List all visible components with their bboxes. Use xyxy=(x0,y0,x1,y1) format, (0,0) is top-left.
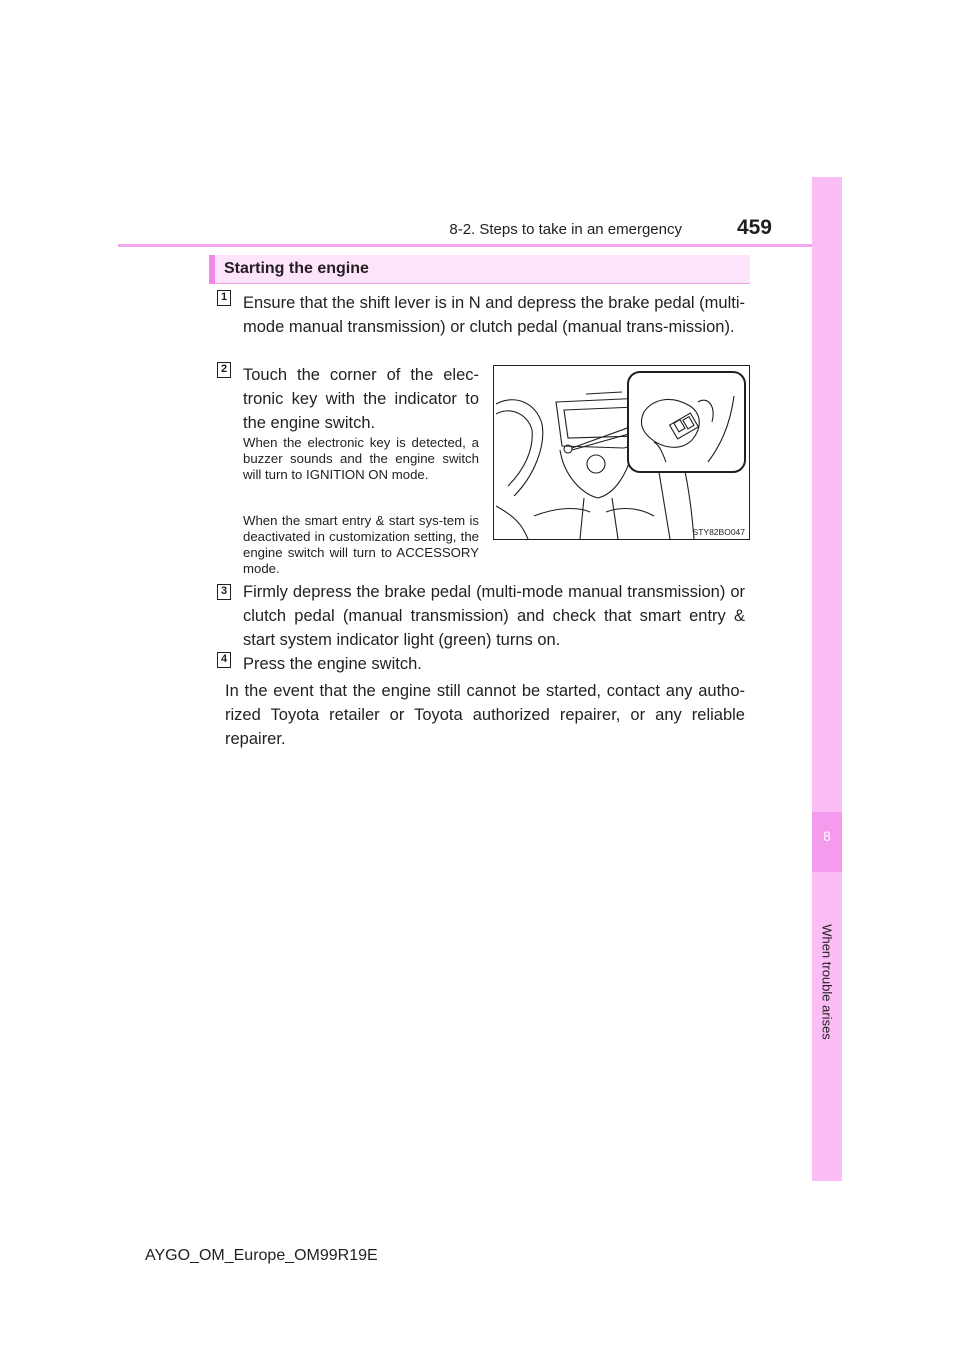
closing-paragraph: In the event that the engine still cannot be started, contact any autho-rized Toyota retailer or Toyota authorized repairer, or any reliable repairer. xyxy=(225,682,745,748)
step-1-text: Ensure that the shift lever is in N and depress the brake pedal (multi-mode manual transmission) or clutch pedal (manual trans-mission). xyxy=(243,294,745,336)
step-2-badge: 2 xyxy=(217,362,231,378)
step-1-badge: 1 xyxy=(217,290,231,306)
chapter-number: 8 xyxy=(823,828,831,844)
page-number: 459 xyxy=(736,216,772,239)
dashboard-key-drawing xyxy=(494,366,749,539)
step-4-badge: 4 xyxy=(217,652,231,668)
step-4-text: Press the engine switch. xyxy=(243,655,422,673)
step-2-text: Touch the corner of the elec-tronic key with the indicator to the engine switch. xyxy=(243,366,479,432)
section-title: 8-2. Steps to take in an emergency xyxy=(449,221,682,238)
step-2-note-2: When the smart entry & start sys-tem is deactivated in customization setting, the engine switch will turn to ACCESSORY mode. xyxy=(243,513,479,576)
step-3-badge: 3 xyxy=(217,584,231,600)
chapter-title: When trouble arises xyxy=(819,924,835,1040)
step-2-note-1: When the electronic key is detected, a buzzer sounds and the engine switch will turn to IGNITION ON mode. xyxy=(243,435,479,482)
engine-switch-illustration xyxy=(493,365,750,540)
section-heading-accent xyxy=(209,255,215,284)
section-heading: Starting the engine xyxy=(224,260,369,277)
document-footer: AYGO_OM_Europe_OM99R19E xyxy=(145,1247,378,1264)
illustration-code: STY82BO047 xyxy=(692,527,745,537)
step-3-text: Firmly depress the brake pedal (multi-mode manual transmission) or clutch pedal (manual transmission) and check that smart entry & start system indicator light (green) turns on. xyxy=(243,583,745,649)
header-divider xyxy=(118,244,842,247)
